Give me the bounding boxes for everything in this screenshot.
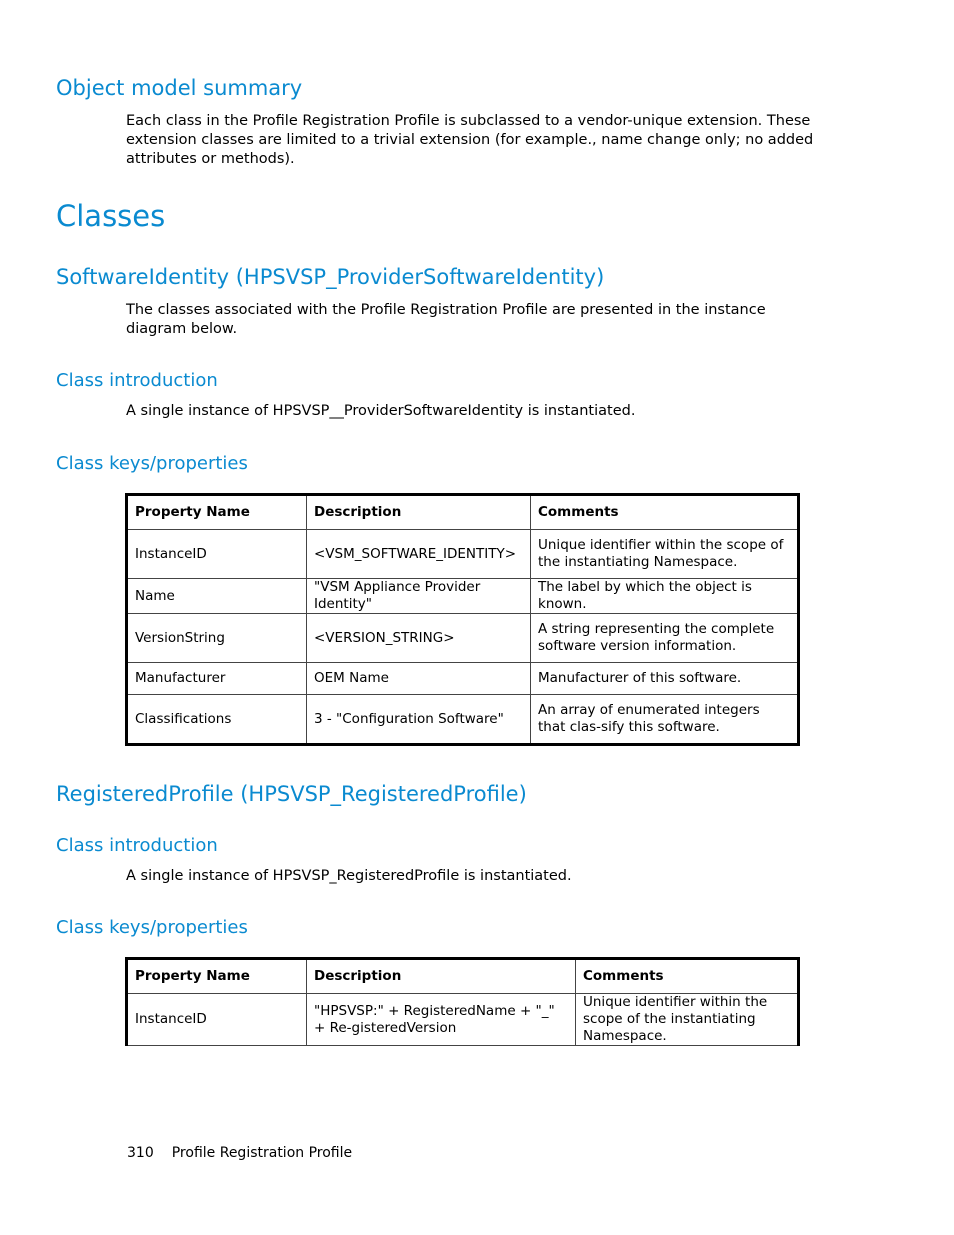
cell-comments: The label by which the object is known. [531, 579, 799, 614]
cell-comments: Unique identifier within the scope of the instantiating Namespace. [576, 994, 799, 1046]
table-row [127, 663, 799, 695]
class-introduction-heading-1: Class introduction [56, 370, 218, 391]
header-description: Description [307, 495, 531, 530]
page-number: 310 [127, 1145, 154, 1161]
registered-profile-properties-table [125, 957, 800, 1046]
table-row [127, 579, 799, 614]
table-row [127, 530, 799, 579]
software-identity-properties-table [125, 493, 800, 746]
cell-property-name: InstanceID [127, 530, 307, 579]
object-model-summary-text: Each class in the Profile Registration Profile is subclassed to a vendor-unique extension. These extension classes are limited to a trivial extension (for example., name change only; no added attributes or methods). [126, 113, 814, 167]
cell-property-name: InstanceID [127, 994, 307, 1046]
class-introduction-heading-2: Class introduction [56, 835, 218, 856]
cell-description: 3 - "Configuration Software" [307, 695, 531, 745]
header-description: Description [307, 959, 576, 994]
table-header-row [127, 959, 799, 994]
registered-profile-heading: RegisteredProfile (HPSVSP_RegisteredProfile) [56, 782, 527, 806]
cell-comments: Unique identifier within the scope of the instantiating Namespace. [531, 530, 799, 579]
object-model-summary-heading: Object model summary [56, 76, 303, 100]
header-comments: Comments [531, 495, 799, 530]
cell-description: "HPSVSP:" + RegisteredName + "_" + Re-gisteredVersion [307, 994, 576, 1046]
header-property-name: Property Name [127, 495, 307, 530]
cell-property-name: Manufacturer [127, 663, 307, 695]
class-keys-heading-1: Class keys/properties [56, 453, 248, 474]
software-identity-heading: SoftwareIdentity (HPSVSP_ProviderSoftwareIdentity) [56, 265, 605, 289]
cell-property-name: VersionString [127, 614, 307, 663]
cell-description: <VERSION_STRING> [307, 614, 531, 663]
footer-title: Profile Registration Profile [171, 1145, 353, 1161]
cell-comments: An array of enumerated integers that clas-sify this software. [531, 695, 799, 745]
table-header-row [127, 495, 799, 530]
cell-description: <VSM_SOFTWARE_IDENTITY> [307, 530, 531, 579]
cell-property-name: Name [127, 579, 307, 614]
table-row [127, 614, 799, 663]
page-footer [127, 1145, 352, 1161]
table-row [127, 695, 799, 745]
cell-description: OEM Name [307, 663, 531, 695]
header-property-name: Property Name [127, 959, 307, 994]
class-introduction-text-2: A single instance of HPSVSP_RegisteredProfile is instantiated. [126, 868, 572, 884]
cell-comments: A string representing the complete software version information. [531, 614, 799, 663]
header-comments: Comments [576, 959, 799, 994]
class-keys-heading-2: Class keys/properties [56, 917, 248, 938]
class-introduction-text-1: A single instance of HPSVSP__ProviderSoftwareIdentity is instantiated. [126, 403, 636, 419]
cell-description: "VSM Appliance Provider Identity" [307, 579, 531, 614]
table-row [127, 994, 799, 1046]
cell-comments: Manufacturer of this software. [531, 663, 799, 695]
cell-property-name: Classifications [127, 695, 307, 745]
classes-heading: Classes [56, 199, 166, 233]
software-identity-text: The classes associated with the Profile Registration Profile are presented in the instance diagram below. [126, 302, 766, 337]
